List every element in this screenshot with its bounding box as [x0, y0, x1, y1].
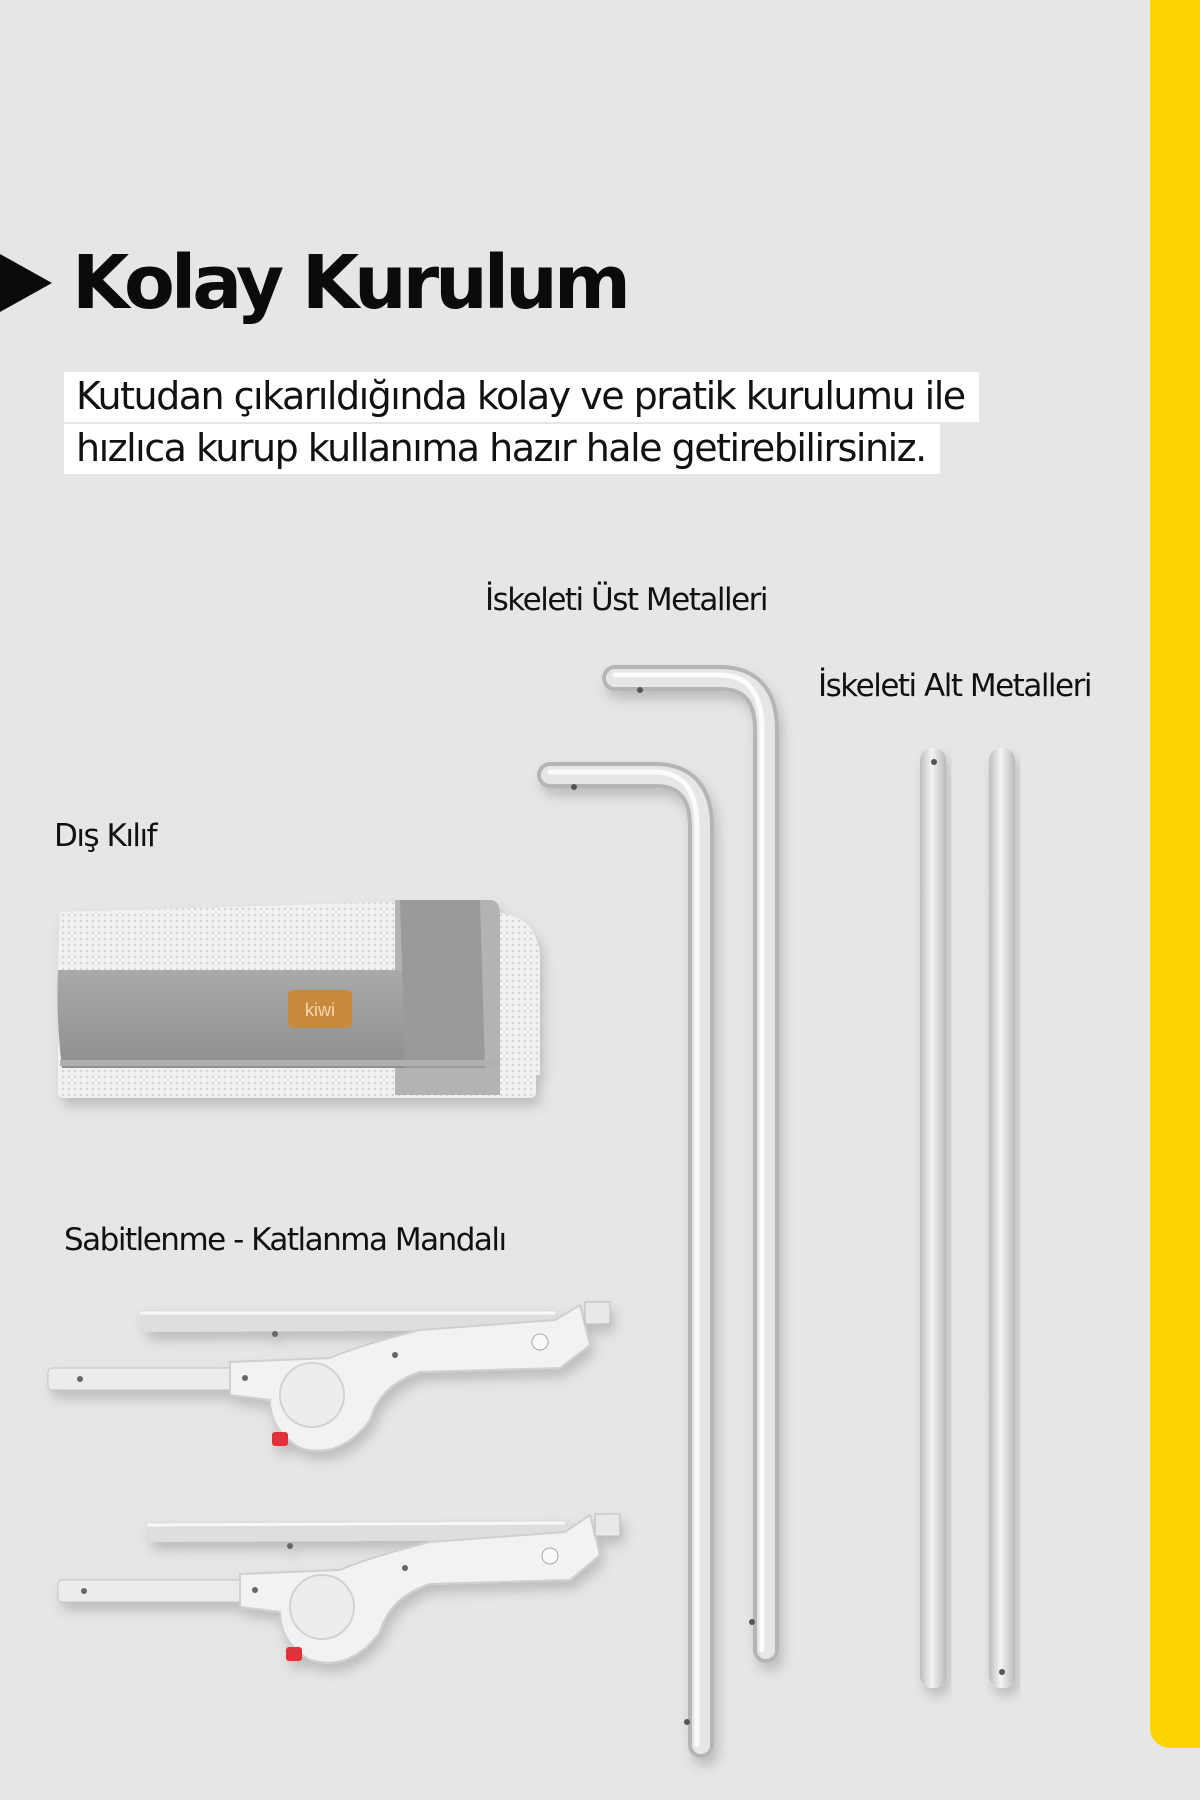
- label-upper-metals: İskeleti Üst Metalleri: [485, 582, 767, 618]
- upper-metal-tube-front: [550, 772, 701, 1745]
- lower-metal-tube-left: [920, 748, 946, 1688]
- label-outer-cover: Dış Kılıf: [54, 818, 157, 854]
- latch-mechanism-2: [58, 1514, 620, 1663]
- label-latch: Sabitlenme - Katlanma Mandalı: [64, 1222, 506, 1258]
- brand-logo-text: kiwi: [305, 1000, 335, 1020]
- latch-mechanism-1: [48, 1302, 610, 1451]
- latch-release-button-2: [286, 1647, 302, 1661]
- description-line-2: hızlıca kurup kullanıma hazır hale getirebilirsiniz.: [64, 424, 940, 474]
- page-title: Kolay Kurulum: [72, 240, 627, 326]
- lower-metal-tube-right: [989, 748, 1015, 1688]
- outer-cover-image: [58, 900, 541, 1098]
- description-line-1: Kutudan çıkarıldığında kolay ve pratik kurulumu ile: [64, 372, 979, 422]
- label-lower-metals: İskeleti Alt Metalleri: [818, 668, 1091, 704]
- latch-release-button-1: [272, 1432, 288, 1446]
